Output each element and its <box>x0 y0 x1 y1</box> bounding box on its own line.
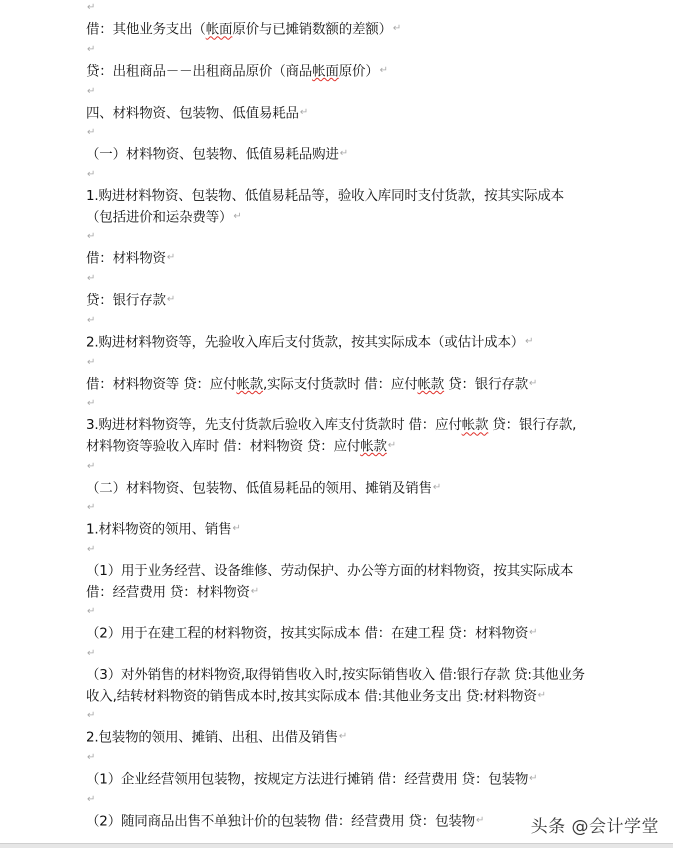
paragraph-text: 借：材料物资 <box>86 250 166 267</box>
paragraph-text: （2）随同商品出售不单独计价的包装物 借：经营费用 贷：包装物 <box>86 813 475 829</box>
paragraph-mark-icon: ↵ <box>87 648 96 659</box>
paragraph-mark-icon: ↵ <box>87 544 96 555</box>
document-body[interactable] <box>86 0 586 832</box>
paragraph-mark-icon: ↵ <box>525 335 534 347</box>
paragraph-mark-icon: ↵ <box>392 23 402 34</box>
text-paragraph[interactable] <box>86 415 586 456</box>
paragraph-mark-icon: ↵ <box>432 481 441 493</box>
paragraph-mark-icon: ↵ <box>87 314 96 326</box>
paragraph-mark-icon: ↵ <box>87 398 96 410</box>
text-paragraph[interactable] <box>86 103 586 124</box>
paragraph-text: （1）用于业务经营、设备维修、劳动保护、办公等方面的材料物资，按其实际成本 借：经营费用 贷：材料物资 <box>86 563 574 600</box>
text-paragraph[interactable] <box>86 19 586 40</box>
spell-error-word: 帐款 <box>236 375 264 392</box>
paragraph-mark-icon: ↵ <box>529 773 538 784</box>
paragraph-mark-icon: ↵ <box>529 377 538 389</box>
paragraph-mark-icon: ↵ <box>87 356 96 368</box>
page-bottom-edge <box>0 843 673 848</box>
text-paragraph[interactable] <box>86 248 586 269</box>
paragraph-mark-icon: ↵ <box>529 627 538 639</box>
paragraph-mark-icon: ↵ <box>87 85 96 97</box>
text-paragraph[interactable] <box>86 727 586 748</box>
paragraph-mark-icon: ↵ <box>87 169 96 180</box>
empty-paragraph[interactable] <box>86 706 586 727</box>
empty-paragraph[interactable] <box>86 0 586 19</box>
spell-error-word: 帐面 <box>205 21 233 38</box>
empty-paragraph[interactable] <box>86 227 586 248</box>
paragraph-mark-icon: ↵ <box>475 814 485 826</box>
paragraph-mark-icon: ↵ <box>250 585 259 597</box>
paragraph-text: ,实际支付货款时 借：应付 <box>263 375 418 392</box>
paragraph-text: 1.购进材料物资、包装物、低值易耗品等，验收入库同时支付货款，按其实际成本（包括进价和运杂费等） <box>86 188 564 225</box>
text-paragraph[interactable] <box>86 561 586 602</box>
empty-paragraph[interactable] <box>86 311 586 332</box>
paragraph-mark-icon: ↵ <box>87 273 96 284</box>
paragraph-mark-icon: ↵ <box>338 731 348 743</box>
paragraph-text: 四、材料物资、包装物、低值易耗品 <box>86 104 299 121</box>
empty-paragraph[interactable] <box>86 457 586 478</box>
paragraph-mark-icon: ↵ <box>339 148 348 160</box>
text-paragraph[interactable] <box>86 811 586 832</box>
paragraph-mark-icon: ↵ <box>87 793 96 805</box>
paragraph-mark-icon: ↵ <box>87 43 96 55</box>
empty-paragraph[interactable] <box>86 498 586 519</box>
paragraph-text: 借：材料物资等 贷：应付 <box>86 375 237 392</box>
paragraph-mark-icon: ↵ <box>87 231 96 243</box>
empty-paragraph[interactable] <box>86 269 586 290</box>
paragraph-text: 2.购进材料物资等，先验收入库后支付货款，按其实际成本（或估计成本） <box>86 334 525 350</box>
spell-error-word: 帐款 <box>461 417 489 434</box>
empty-paragraph[interactable] <box>86 644 586 665</box>
paragraph-mark-icon: ↵ <box>87 606 96 618</box>
text-paragraph[interactable] <box>86 61 586 82</box>
paragraph-text: （二）材料物资、包装物、低值易耗品的领用、摊销及销售 <box>86 479 432 496</box>
paragraph-mark-icon: ↵ <box>166 252 175 264</box>
paragraph-mark-icon: ↵ <box>233 210 242 222</box>
paragraph-text: 贷：银行存款 <box>86 292 166 309</box>
spell-error-word: 帐面 <box>312 63 339 79</box>
paragraph-mark-icon: ↵ <box>87 752 96 763</box>
paragraph-text: 贷：银行存款 <box>444 375 529 392</box>
paragraph-mark-icon: ↵ <box>537 689 546 701</box>
paragraph-text: （1）企业经营领用包装物，按规定方法进行摊销 借：经营费用 贷：包装物 <box>86 771 529 788</box>
text-paragraph[interactable] <box>86 623 586 644</box>
paragraph-mark-icon: ↵ <box>87 710 96 722</box>
paragraph-mark-icon: ↵ <box>387 439 396 451</box>
text-paragraph[interactable] <box>86 290 586 311</box>
paragraph-mark-icon: ↵ <box>299 106 308 118</box>
text-paragraph[interactable] <box>86 332 586 353</box>
spell-error-word: 帐款 <box>360 438 387 454</box>
text-paragraph[interactable] <box>86 186 586 227</box>
text-paragraph[interactable] <box>86 144 586 165</box>
paragraph-mark-icon: ↵ <box>87 127 96 139</box>
empty-paragraph[interactable] <box>86 123 586 144</box>
text-paragraph[interactable] <box>86 769 586 790</box>
text-paragraph[interactable] <box>86 519 586 540</box>
paragraph-mark-icon: ↵ <box>87 502 96 514</box>
empty-paragraph[interactable] <box>86 748 586 769</box>
paragraph-text: （3）对外销售的材料物资,取得销售收入时,按实际销售收入 借:银行存款 贷:其他业务收入,结转材料物资的销售成本时,按其实际成本 借:其他业务支出 贷:材料物资 <box>86 667 585 704</box>
empty-paragraph[interactable] <box>86 540 586 561</box>
paragraph-mark-icon: ↵ <box>87 460 96 472</box>
empty-paragraph[interactable] <box>86 790 586 811</box>
paragraph-mark-icon: ↵ <box>232 523 241 535</box>
watermark: 头条 @会计学堂 <box>530 817 659 837</box>
paragraph-text: 原价与已摊销数额的差额） <box>232 21 392 38</box>
empty-paragraph[interactable] <box>86 353 586 374</box>
empty-paragraph[interactable] <box>86 165 586 186</box>
paragraph-mark-icon: ↵ <box>166 294 175 305</box>
paragraph-text: 2.包装物的领用、摊销、出租、出借及销售 <box>86 729 338 746</box>
paragraph-text: （一）材料物资、包装物、低值易耗品购进 <box>86 146 339 163</box>
spell-error-word: 帐款 <box>417 375 445 392</box>
paragraph-mark-icon: ↵ <box>379 64 388 76</box>
paragraph-text: 原价） <box>338 63 379 79</box>
paragraph-mark-icon: ↵ <box>87 2 96 13</box>
empty-paragraph[interactable] <box>86 40 586 61</box>
empty-paragraph[interactable] <box>86 82 586 103</box>
paragraph-text: （2）用于在建工程的材料物资，按其实际成本 借：在建工程 贷：材料物资 <box>86 625 529 642</box>
paragraph-text: 贷：出租商品－－出租商品原价（商品 <box>86 63 313 79</box>
text-paragraph[interactable] <box>86 374 586 395</box>
empty-paragraph[interactable] <box>86 602 586 623</box>
paragraph-text: 3.购进材料物资等，先支付货款后验收入库支付货款时 借：应付 <box>86 417 462 434</box>
empty-paragraph[interactable] <box>86 394 586 415</box>
paragraph-text: 贷：银行存款,材料物资等验收入库时 借：材料物资 贷：应付 <box>86 417 577 454</box>
text-paragraph[interactable] <box>86 478 586 499</box>
paragraph-text: 借：其他业务支出（ <box>86 21 206 38</box>
text-paragraph[interactable] <box>86 665 586 706</box>
paragraph-text: 1.材料物资的领用、销售 <box>86 521 232 538</box>
